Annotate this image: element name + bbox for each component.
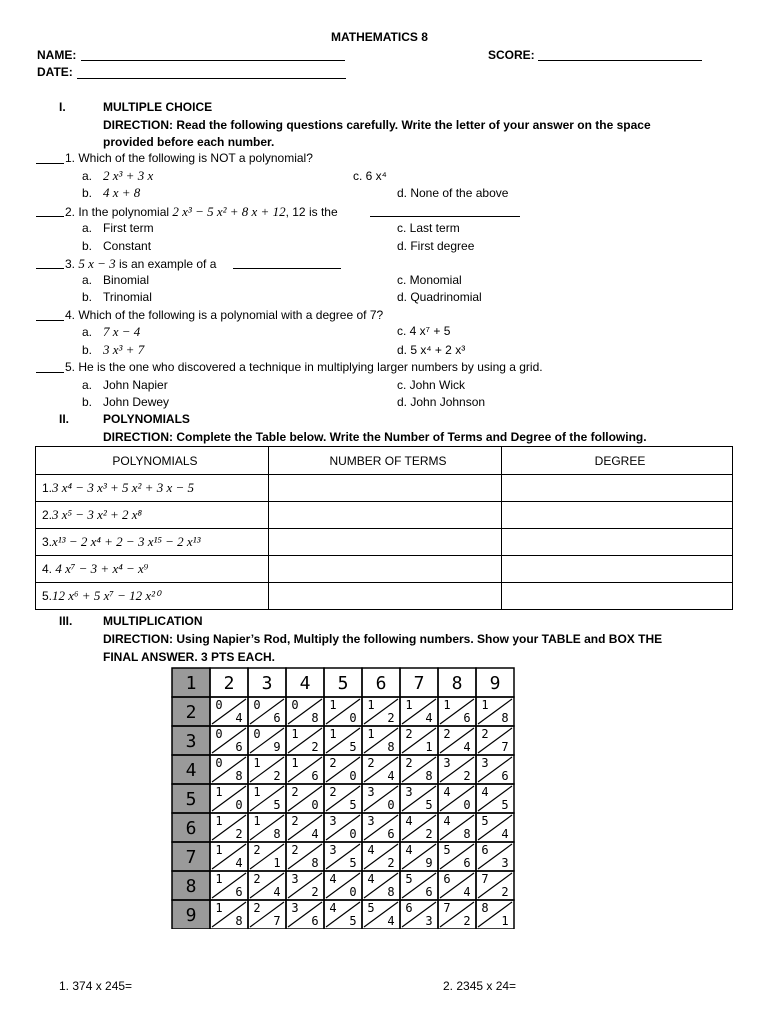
- grid-ones-digit: 0: [463, 798, 471, 812]
- table-row: [36, 529, 733, 556]
- degree-cell[interactable]: [502, 556, 733, 583]
- grid-header-digit: 6: [375, 673, 387, 694]
- grid-tens-digit: 3: [481, 756, 489, 770]
- q2-stem-pre: 2. In the polynomial: [65, 205, 170, 219]
- answer-blank-3[interactable]: [36, 268, 64, 269]
- q4-option-b-letter: b.: [82, 343, 93, 357]
- name-field[interactable]: [81, 60, 345, 61]
- grid-ones-digit: 2: [311, 885, 319, 899]
- grid-ones-digit: 4: [463, 740, 471, 754]
- grid-tens-digit: 2: [405, 756, 413, 770]
- polynomial-cell: [36, 529, 269, 556]
- grid-tens-digit: 4: [481, 785, 489, 799]
- polynomial-expression: 4 x⁷ − 3 + x⁴ − x⁹: [55, 561, 149, 576]
- grid-ones-digit: 4: [425, 711, 433, 725]
- grid-row-digit: 5: [185, 789, 197, 810]
- grid-ones-digit: 2: [501, 885, 509, 899]
- grid-ones-digit: 5: [273, 798, 281, 812]
- grid-ones-digit: 6: [463, 856, 471, 870]
- grid-tens-digit: 1: [215, 901, 223, 915]
- grid-ones-digit: 0: [349, 769, 357, 783]
- grid-ones-digit: 1: [501, 914, 509, 928]
- row-number: 4.: [42, 562, 53, 576]
- grid-tens-digit: 3: [405, 785, 413, 799]
- q5-option-a: John Napier: [103, 378, 168, 392]
- grid-tens-digit: 0: [215, 727, 223, 741]
- grid-tens-digit: 2: [253, 843, 261, 857]
- grid-tens-digit: 1: [367, 698, 375, 712]
- grid-tens-digit: 1: [481, 698, 489, 712]
- grid-tens-digit: 5: [367, 901, 375, 915]
- grid-ones-digit: 5: [349, 798, 357, 812]
- grid-ones-digit: 9: [273, 740, 281, 754]
- q1-option-c: c. 6 x⁴: [353, 169, 387, 183]
- grid-tens-digit: 1: [215, 785, 223, 799]
- grid-ones-digit: 4: [311, 827, 319, 841]
- grid-ones-digit: 0: [311, 798, 319, 812]
- answer-blank-1[interactable]: [36, 163, 64, 164]
- table-row: [36, 475, 733, 502]
- grid-ones-digit: 6: [235, 885, 243, 899]
- grid-ones-digit: 6: [463, 711, 471, 725]
- grid-row-digit: 7: [185, 847, 197, 868]
- q3-option-b-letter: b.: [82, 290, 93, 304]
- grid-tens-digit: 2: [291, 843, 299, 857]
- grid-ones-digit: 5: [349, 740, 357, 754]
- grid-ones-digit: 6: [501, 769, 509, 783]
- grid-tens-digit: 1: [253, 814, 261, 828]
- q3-option-a-letter: a.: [82, 273, 93, 287]
- q4-option-d: d. 5 x⁴ + 2 x³: [397, 343, 466, 357]
- grid-tens-digit: 3: [291, 901, 299, 915]
- question-5-stem: 5. He is the one who discovered a technique in multiplying larger numbers by using a grid.: [65, 360, 543, 374]
- grid-ones-digit: 8: [235, 914, 243, 928]
- grid-header-digit: 3: [261, 673, 273, 694]
- polynomial-expression: 12 x⁶ + 5 x⁷ − 12 x²⁰: [52, 588, 161, 603]
- grid-tens-digit: 4: [329, 901, 337, 915]
- grid-ones-digit: 0: [349, 827, 357, 841]
- grid-ones-digit: 2: [235, 827, 243, 841]
- page-title: MATHEMATICS 8: [331, 30, 428, 44]
- grid-tens-digit: 3: [329, 814, 337, 828]
- grid-tens-digit: 2: [329, 756, 337, 770]
- section1-direction: DIRECTION: Read the following questions carefully. Write the letter of your answer on the space: [103, 118, 651, 132]
- grid-ones-digit: 6: [425, 885, 433, 899]
- section1-numeral: I.: [59, 100, 66, 114]
- q3-option-d: d. Quadrinomial: [397, 290, 482, 304]
- grid-tens-digit: 0: [253, 698, 261, 712]
- section1-direction-cont: provided before each number.: [103, 135, 275, 149]
- grid-tens-digit: 5: [443, 843, 451, 857]
- grid-ones-digit: 4: [463, 885, 471, 899]
- grid-tens-digit: 1: [253, 756, 261, 770]
- grid-tens-digit: 1: [215, 872, 223, 886]
- section3-direction: DIRECTION: Using Napier’s Rod, Multiply the following numbers. Show your TABLE and BOX THE: [103, 632, 663, 646]
- grid-tens-digit: 0: [253, 727, 261, 741]
- number-of-terms-cell[interactable]: [269, 475, 502, 502]
- grid-tens-digit: 3: [329, 843, 337, 857]
- q4-option-c: c. 4 x⁷ + 5: [397, 324, 451, 338]
- polynomials-table: [35, 446, 733, 610]
- grid-ones-digit: 0: [387, 798, 395, 812]
- grid-row-digit: 4: [185, 760, 197, 781]
- grid-tens-digit: 4: [329, 872, 337, 886]
- grid-tens-digit: 7: [481, 872, 489, 886]
- grid-tens-digit: 4: [443, 814, 451, 828]
- answer-blank-4[interactable]: [36, 320, 64, 321]
- number-of-terms-cell[interactable]: [269, 556, 502, 583]
- grid-tens-digit: 4: [367, 843, 375, 857]
- grid-header-digit: 4: [299, 673, 311, 694]
- grid-tens-digit: 1: [405, 698, 413, 712]
- grid-tens-digit: 3: [443, 756, 451, 770]
- grid-ones-digit: 4: [235, 856, 243, 870]
- grid-ones-digit: 2: [311, 740, 319, 754]
- section2-title: POLYNOMIALS: [103, 412, 190, 426]
- grid-ones-digit: 6: [235, 740, 243, 754]
- grid-ones-digit: 8: [387, 740, 395, 754]
- grid-tens-digit: 7: [443, 901, 451, 915]
- q2-option-a: First term: [103, 221, 154, 235]
- question-1-stem: 1. Which of the following is NOT a polynomial?: [65, 151, 313, 165]
- grid-header-digit: 7: [413, 673, 425, 694]
- grid-row-digit: 6: [185, 818, 197, 839]
- grid-ones-digit: 2: [273, 769, 281, 783]
- q2-stem-post: , 12 is the: [285, 205, 338, 219]
- grid-ones-digit: 2: [387, 856, 395, 870]
- grid-tens-digit: 2: [253, 901, 261, 915]
- grid-ones-digit: 8: [235, 769, 243, 783]
- grid-header-digit: 5: [337, 673, 349, 694]
- grid-ones-digit: 5: [349, 856, 357, 870]
- napier-rods-grid: [171, 667, 553, 929]
- row-number: 2.: [42, 508, 53, 522]
- grid-ones-digit: 2: [387, 711, 395, 725]
- grid-ones-digit: 8: [387, 885, 395, 899]
- q4-option-b: 3 x³ + 7: [103, 342, 145, 357]
- section1-title: MULTIPLE CHOICE: [103, 100, 213, 114]
- question-3-stem: [65, 256, 216, 272]
- grid-tens-digit: 2: [443, 727, 451, 741]
- q2-option-d: d. First degree: [397, 239, 475, 253]
- q4-option-a-letter: a.: [82, 325, 93, 339]
- grid-ones-digit: 4: [273, 885, 281, 899]
- grid-tens-digit: 2: [291, 814, 299, 828]
- grid-ones-digit: 4: [387, 914, 395, 928]
- grid-tens-digit: 1: [291, 727, 299, 741]
- grid-tens-digit: 2: [367, 756, 375, 770]
- grid-tens-digit: 2: [291, 785, 299, 799]
- q3-stem-post: is an example of a: [119, 257, 217, 271]
- grid-row-digit: 2: [185, 702, 197, 723]
- q1-option-a-letter: a.: [82, 169, 93, 183]
- grid-tens-digit: 3: [291, 872, 299, 886]
- grid-tens-digit: 4: [367, 872, 375, 886]
- grid-ones-digit: 8: [463, 827, 471, 841]
- table-row: [36, 556, 733, 583]
- grid-header-digit: 1: [185, 673, 197, 694]
- grid-header-digit: 9: [489, 673, 501, 694]
- degree-cell[interactable]: [502, 583, 733, 610]
- name-label: NAME:: [37, 48, 77, 62]
- polynomial-cell: [36, 502, 269, 529]
- grid-ones-digit: 6: [311, 914, 319, 928]
- grid-ones-digit: 6: [387, 827, 395, 841]
- table-row: [36, 502, 733, 529]
- grid-tens-digit: 1: [215, 843, 223, 857]
- grid-ones-digit: 7: [273, 914, 281, 928]
- grid-row-digit: 8: [185, 876, 197, 897]
- row-number: 5.: [42, 589, 53, 603]
- grid-tens-digit: 1: [367, 727, 375, 741]
- grid-ones-digit: 2: [425, 827, 433, 841]
- grid-ones-digit: 5: [349, 914, 357, 928]
- q1-option-b-letter: b.: [82, 186, 93, 200]
- number-of-terms-cell[interactable]: [269, 529, 502, 556]
- q5-option-d: d. John Johnson: [397, 395, 486, 409]
- grid-tens-digit: 1: [253, 785, 261, 799]
- grid-tens-digit: 4: [443, 785, 451, 799]
- grid-tens-digit: 1: [291, 756, 299, 770]
- date-label: DATE:: [37, 65, 73, 79]
- grid-tens-digit: 0: [215, 756, 223, 770]
- grid-header-digit: 8: [451, 673, 463, 694]
- grid-header-digit: 2: [223, 673, 235, 694]
- grid-ones-digit: 9: [425, 856, 433, 870]
- section3-title: MULTIPLICATION: [103, 614, 203, 628]
- section2-numeral: II.: [59, 412, 70, 426]
- grid-ones-digit: 8: [273, 827, 281, 841]
- q5-option-b-letter: b.: [82, 395, 93, 409]
- grid-row-digit: 3: [185, 731, 197, 752]
- q2-option-a-letter: a.: [82, 221, 93, 235]
- grid-ones-digit: 5: [425, 798, 433, 812]
- grid-tens-digit: 3: [367, 814, 375, 828]
- q4-option-a: 7 x − 4: [103, 324, 141, 339]
- q2-option-b-letter: b.: [82, 239, 93, 253]
- table-header-row: [36, 447, 733, 475]
- grid-ones-digit: 8: [425, 769, 433, 783]
- degree-cell[interactable]: [502, 529, 733, 556]
- grid-row-digit: 9: [185, 905, 197, 926]
- score-label: SCORE:: [488, 48, 535, 62]
- q2-option-c: c. Last term: [397, 221, 460, 235]
- grid-tens-digit: 1: [443, 698, 451, 712]
- grid-ones-digit: 1: [273, 856, 281, 870]
- grid-tens-digit: 6: [481, 843, 489, 857]
- polynomial-cell: [36, 556, 269, 583]
- question-4-stem: 4. Which of the following is a polynomial with a degree of 7?: [65, 308, 384, 322]
- grid-ones-digit: 8: [501, 711, 509, 725]
- degree-cell[interactable]: [502, 475, 733, 502]
- q3-option-a: Binomial: [103, 273, 150, 287]
- q1-option-d: d. None of the above: [397, 186, 509, 200]
- grid-tens-digit: 4: [405, 843, 413, 857]
- degree-cell[interactable]: [502, 502, 733, 529]
- grid-ones-digit: 8: [311, 711, 319, 725]
- q3-fill-blank[interactable]: [233, 268, 341, 269]
- grid-tens-digit: 3: [367, 785, 375, 799]
- grid-tens-digit: 8: [481, 901, 489, 915]
- answer-blank-5[interactable]: [36, 372, 64, 373]
- grid-tens-digit: 5: [405, 872, 413, 886]
- polynomial-cell: [36, 583, 269, 610]
- q2-option-b: Constant: [103, 239, 152, 253]
- grid-ones-digit: 4: [501, 827, 509, 841]
- q2-stem-math: 2 x³ − 5 x² + 8 x + 12: [172, 204, 286, 219]
- polynomial-cell: [36, 475, 269, 502]
- col-header-degree: DEGREE: [502, 447, 733, 475]
- answer-blank-2[interactable]: [36, 216, 64, 217]
- problem-2: 2. 2345 x 24=: [443, 979, 517, 993]
- problem-1: 1. 374 x 245=: [59, 979, 133, 993]
- grid-tens-digit: 2: [253, 872, 261, 886]
- grid-ones-digit: 7: [501, 740, 509, 754]
- grid-ones-digit: 0: [349, 711, 357, 725]
- grid-tens-digit: 0: [215, 698, 223, 712]
- polynomial-expression: 3 x⁴ − 3 x³ + 5 x² + 3 x − 5: [52, 480, 194, 495]
- q1-option-b: 4 x + 8: [103, 185, 141, 200]
- section2-direction: DIRECTION: Complete the Table below. Write the Number of Terms and Degree of the following.: [103, 430, 647, 444]
- grid-tens-digit: 1: [329, 698, 337, 712]
- grid-ones-digit: 0: [349, 885, 357, 899]
- q3-option-c: c. Monomial: [397, 273, 462, 287]
- grid-ones-digit: 3: [501, 856, 509, 870]
- q3-stem-num: 3.: [65, 257, 76, 271]
- number-of-terms-cell[interactable]: [269, 583, 502, 610]
- row-number: 1.: [42, 481, 53, 495]
- grid-ones-digit: 1: [425, 740, 433, 754]
- polynomial-expression: 3 x⁵ − 3 x² + 2 x⁸: [52, 507, 143, 522]
- table-row: [36, 583, 733, 610]
- col-header-polynomials: POLYNOMIALS: [36, 447, 269, 475]
- q3-option-b: Trinomial: [103, 290, 152, 304]
- grid-tens-digit: 6: [443, 872, 451, 886]
- section3-direction-cont: FINAL ANSWER. 3 PTS EACH.: [103, 650, 276, 664]
- grid-tens-digit: 0: [291, 698, 299, 712]
- grid-ones-digit: 0: [235, 798, 243, 812]
- grid-tens-digit: 2: [329, 785, 337, 799]
- grid-tens-digit: 6: [405, 901, 413, 915]
- q3-stem-math: 5 x − 3: [78, 256, 116, 271]
- grid-ones-digit: 2: [463, 769, 471, 783]
- grid-ones-digit: 3: [425, 914, 433, 928]
- grid-ones-digit: 4: [235, 711, 243, 725]
- score-field[interactable]: [538, 60, 702, 61]
- section3-numeral: III.: [59, 614, 73, 628]
- q2-fill-blank[interactable]: [370, 216, 520, 217]
- grid-ones-digit: 8: [311, 856, 319, 870]
- grid-ones-digit: 2: [463, 914, 471, 928]
- grid-tens-digit: 1: [329, 727, 337, 741]
- col-header-number-of-terms: NUMBER OF TERMS: [269, 447, 502, 475]
- q5-option-c: c. John Wick: [397, 378, 466, 392]
- grid-tens-digit: 2: [481, 727, 489, 741]
- date-field[interactable]: [77, 78, 346, 79]
- question-2-stem: [65, 204, 338, 220]
- grid-ones-digit: 6: [311, 769, 319, 783]
- grid-ones-digit: 6: [273, 711, 281, 725]
- q5-option-a-letter: a.: [82, 378, 93, 392]
- grid-tens-digit: 5: [481, 814, 489, 828]
- grid-tens-digit: 1: [215, 814, 223, 828]
- grid-tens-digit: 4: [405, 814, 413, 828]
- row-number: 3.: [42, 535, 53, 549]
- grid-ones-digit: 4: [387, 769, 395, 783]
- q1-option-a: 2 x³ + 3 x: [103, 168, 154, 183]
- polynomial-expression: x¹³ − 2 x⁴ + 2 − 3 x¹⁵ − 2 x¹³: [52, 534, 201, 549]
- number-of-terms-cell[interactable]: [269, 502, 502, 529]
- grid-ones-digit: 5: [501, 798, 509, 812]
- q5-option-b: John Dewey: [103, 395, 170, 409]
- grid-tens-digit: 2: [405, 727, 413, 741]
